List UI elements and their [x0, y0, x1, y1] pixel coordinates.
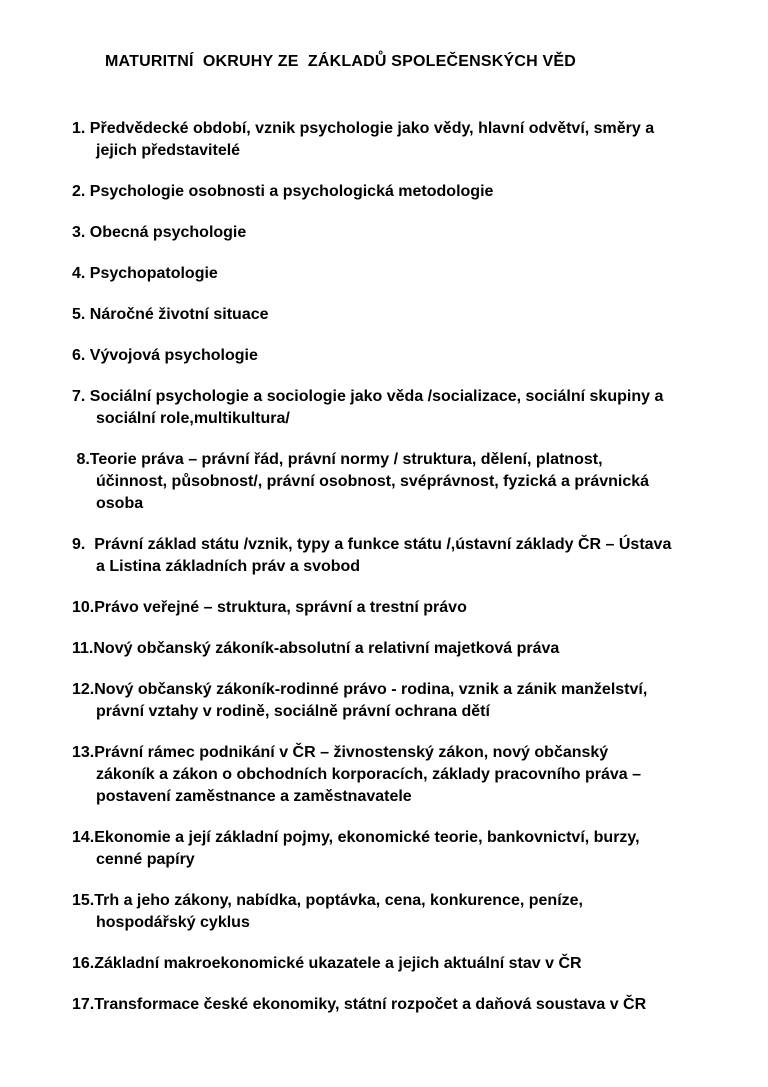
topic-item-5 — [72, 304, 768, 326]
topic-line: 14.Ekonomie a její základní pojmy, ekonomické teorie, bankovnictví, burzy, — [72, 829, 640, 846]
topic-item-3 — [72, 222, 768, 244]
topic-line: účinnost, působnost/, právní osobnost, svéprávnost, fyzická a právnická — [96, 473, 650, 490]
topic-item-4 — [72, 263, 768, 285]
topic-line: osoba — [96, 495, 144, 512]
topic-line: sociální role,multikultura/ — [96, 410, 290, 427]
topic-item-1 — [72, 118, 768, 162]
topic-item-16 — [72, 953, 768, 975]
topic-line: 9. Právní základ státu /vznik, typy a funkce státu /,ústavní základy ČR – Ústava — [72, 536, 672, 553]
topic-line: zákoník a zákon o obchodních korporacích, základy pracovního práva – — [96, 766, 642, 783]
topic-item-12 — [72, 679, 768, 723]
topic-item-2 — [72, 181, 768, 203]
topic-line: 8.Teorie práva – právní řád, právní normy / struktura, dělení, platnost, — [72, 451, 603, 468]
topic-line: 11.Nový občanský zákoník-absolutní a relativní majetková práva — [72, 640, 560, 657]
document-title: MATURITNÍ OKRUHY ZE ZÁKLADŮ SPOLEČENSKÝCH VĚD — [105, 53, 577, 70]
topic-item-7 — [72, 386, 768, 430]
topic-list — [72, 118, 768, 1016]
topic-line: postavení zaměstnance a zaměstnavatele — [96, 788, 412, 805]
topic-item-17 — [72, 994, 768, 1016]
topic-item-6 — [72, 345, 768, 367]
topic-item-9 — [72, 534, 768, 578]
topic-item-13 — [72, 742, 768, 808]
topic-line: právní vztahy v rodině, sociálně právní ochrana dětí — [96, 703, 490, 720]
topic-line: 10.Právo veřejné – struktura, správní a trestní právo — [72, 599, 467, 616]
topic-item-8 — [72, 449, 768, 515]
topic-item-10 — [72, 597, 768, 619]
topic-line: jejich představitelé — [96, 142, 241, 159]
topic-line: 7. Sociální psychologie a sociologie jako věda /socializace, sociální skupiny a — [72, 388, 664, 405]
topic-line: 17.Transformace české ekonomiky, státní rozpočet a daňová soustava v ČR — [72, 996, 647, 1013]
topic-line: 1. Předvědecké období, vznik psychologie jako vědy, hlavní odvětví, směry a — [72, 120, 655, 137]
topic-line: 12.Nový občanský zákoník-rodinné právo - rodina, vznik a zánik manželství, — [72, 681, 648, 698]
topic-line: 2. Psychologie osobnosti a psychologická metodologie — [72, 183, 494, 200]
topic-line: 3. Obecná psychologie — [72, 224, 247, 241]
topic-item-15 — [72, 890, 768, 934]
topic-line: cenné papíry — [96, 851, 195, 868]
topic-line: hospodářský cyklus — [96, 914, 250, 931]
topic-line: 6. Vývojová psychologie — [72, 347, 258, 364]
topic-line: 13.Právní rámec podnikání v ČR – živnostenský zákon, nový občanský — [72, 744, 609, 761]
topic-line: 16.Základní makroekonomické ukazatele a jejich aktuální stav v ČR — [72, 955, 582, 972]
topic-line: 4. Psychopatologie — [72, 265, 218, 282]
topic-line: a Listina základních práv a svobod — [96, 558, 361, 575]
topic-line: 5. Náročné životní situace — [72, 306, 269, 323]
topic-line: 15.Trh a jeho zákony, nabídka, poptávka, cena, konkurence, peníze, — [72, 892, 583, 909]
topic-item-11 — [72, 638, 768, 660]
topic-item-14 — [72, 827, 768, 871]
